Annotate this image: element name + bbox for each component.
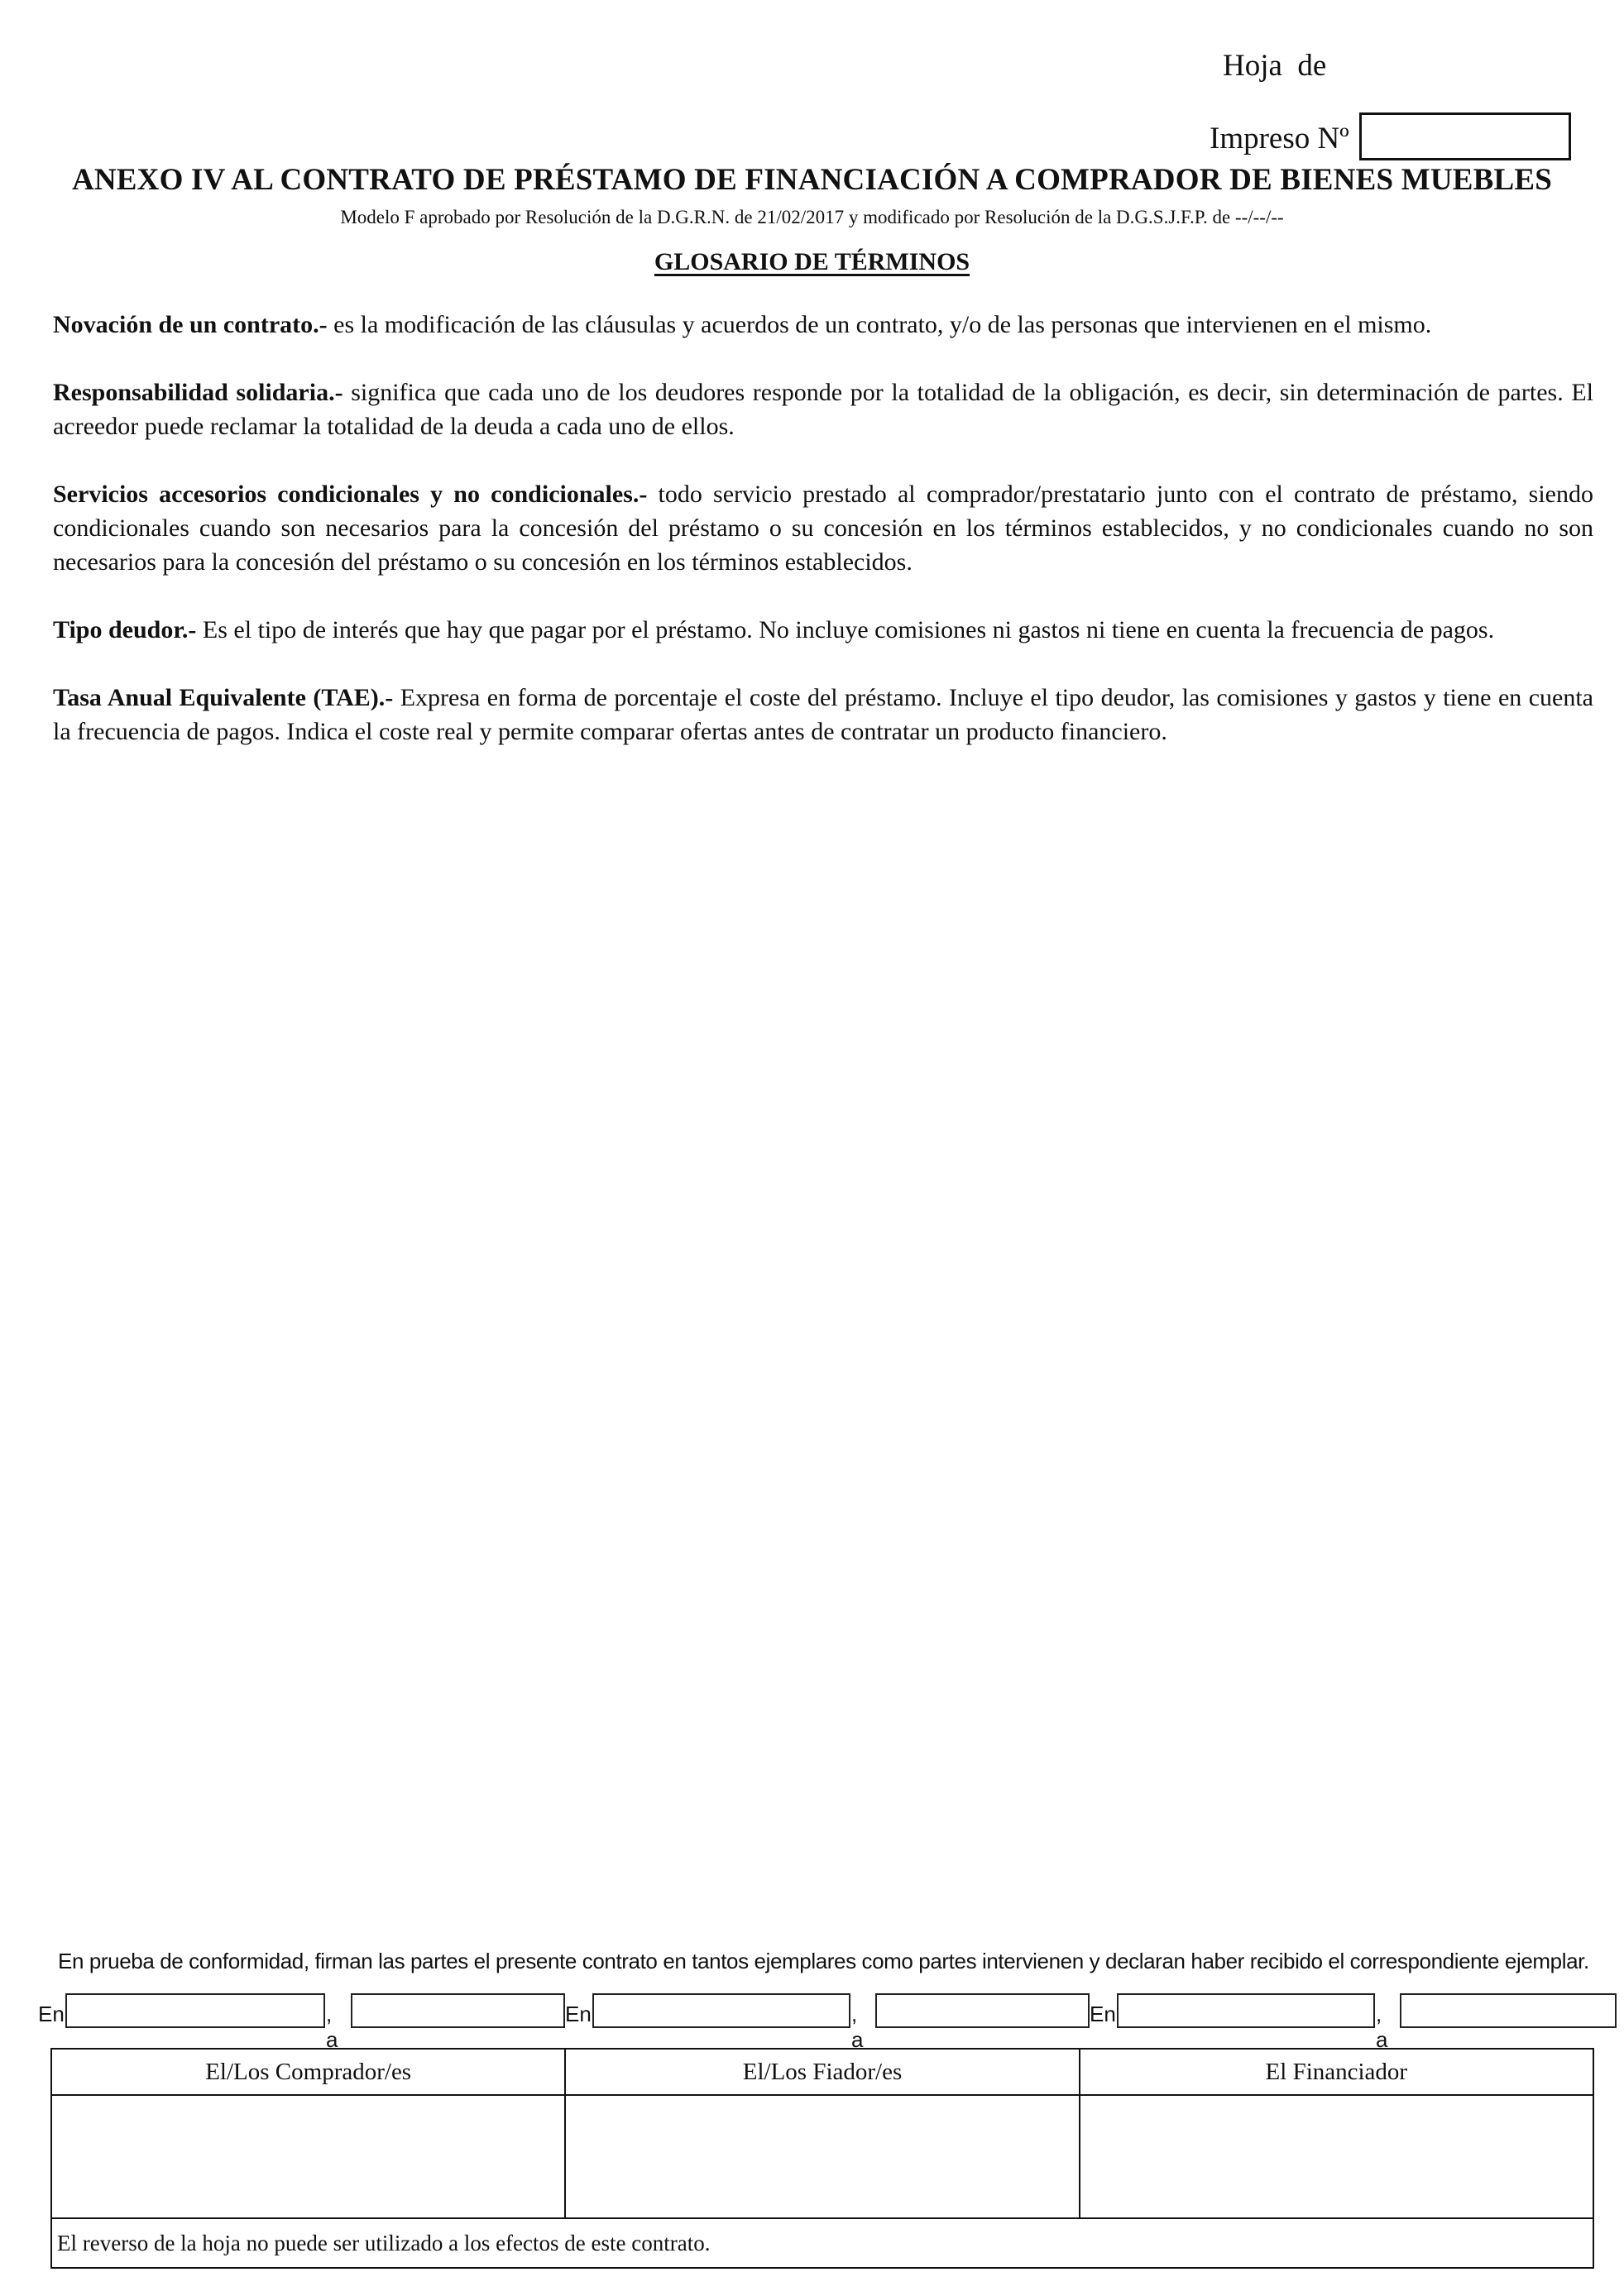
glossary-entry-responsabilidad-solidaria xyxy=(53,375,1593,443)
glossary-term: Servicios accesorios condicionales y no condicionales.- xyxy=(53,481,648,508)
glossary-heading: GLOSARIO DE TÉRMINOS xyxy=(654,248,970,275)
impreso-number-label: Impreso Nº xyxy=(1210,122,1349,155)
place-field-1[interactable] xyxy=(65,1993,325,2028)
date-field-2[interactable] xyxy=(875,1993,1090,2028)
signature-table xyxy=(50,2048,1594,2269)
date-field-1[interactable] xyxy=(351,1993,565,2028)
place-label: En xyxy=(38,2002,65,2026)
date-label: , a xyxy=(1376,2002,1388,2052)
place-label: En xyxy=(565,2002,592,2026)
document-title: ANEXO IV AL CONTRATO DE PRÉSTAMO DE FINANCIACIÓN A COMPRADOR DE BIENES MUEBLES xyxy=(71,163,1553,197)
column-header-fiadores: El/Los Fiador/es xyxy=(565,2049,1079,2095)
glossary-definition: es la modificación de las cláusulas y acuerdos de un contrato, y/o de las personas que intervienen en el mismo. xyxy=(327,311,1432,338)
signature-box-fiadores[interactable] xyxy=(565,2095,1079,2218)
glossary-entry-novacion xyxy=(53,308,1593,342)
glossary-term: Novación de un contrato.- xyxy=(53,311,328,338)
signature-box-compradores[interactable] xyxy=(51,2095,565,2218)
glossary-definition: Es el tipo de interés que hay que pagar por el préstamo. No incluye comisiones ni gastos ni tiene en cuenta la frecuencia de pagos. xyxy=(196,616,1495,643)
date-label: , a xyxy=(851,2002,864,2052)
date-field-3[interactable] xyxy=(1400,1993,1617,2028)
glossary-entry-tipo-deudor xyxy=(53,613,1593,647)
glossary-term: Responsabilidad solidaria.- xyxy=(53,379,343,406)
signature-box-financiador[interactable] xyxy=(1080,2095,1593,2218)
glossary-definition: todo servicio prestado al comprador/prestatario junto con el contrato de préstamo, siendo condicionales cuando son necesarios para la concesión del préstamo o su concesión en los términos establecidos, y no condicionales cuando no son necesarios para la concesión del préstamo o su concesión en los términos establecidos. xyxy=(53,481,1593,576)
glossary-term: Tasa Anual Equivalente (TAE).- xyxy=(53,684,394,711)
column-header-compradores: El/Los Comprador/es xyxy=(51,2049,565,2095)
column-header-financiador: El Financiador xyxy=(1080,2049,1593,2095)
glossary-definition: significa que cada uno de los deudores responde por la totalidad de la obligación, es decir, sin determinación de partes. El acreedor puede reclamar la totalidad de la deuda a cada uno de ellos. xyxy=(53,379,1593,440)
page-number-label: Hoja de xyxy=(1223,49,1327,83)
glossary-definition: Expresa en forma de porcentaje el coste del préstamo. Incluye el tipo deudor, las comisiones y gastos y tiene en cuenta la frecuencia de pagos. Indica el coste real y permite comparar ofertas antes de contratar un producto financiero. xyxy=(53,684,1593,745)
date-label: , a xyxy=(326,2002,338,2052)
impreso-number-field[interactable] xyxy=(1359,112,1571,160)
document-subtitle: Modelo F aprobado por Resolución de la D.G.R.N. de 21/02/2017 y modificado por Resolución de la D.G.S.J.F.P. de --/--/-- xyxy=(340,207,1284,227)
glossary-term: Tipo deudor.- xyxy=(53,616,197,643)
glossary-list xyxy=(53,308,1593,782)
glossary-entry-servicios-accesorios xyxy=(53,477,1593,579)
place-label: En xyxy=(1090,2002,1116,2026)
glossary-entry-tae xyxy=(53,681,1593,749)
place-field-2[interactable] xyxy=(592,1993,850,2028)
conformity-statement: En prueba de conformidad, firman las partes el presente contrato en tantos ejemplares como partes intervienen y declaran haber recibido el correspondiente ejemplar. xyxy=(58,1949,1589,1973)
reverse-side-note: El reverso de la hoja no puede ser utilizado a los efectos de este contrato. xyxy=(51,2218,1593,2268)
place-field-3[interactable] xyxy=(1117,1993,1375,2028)
